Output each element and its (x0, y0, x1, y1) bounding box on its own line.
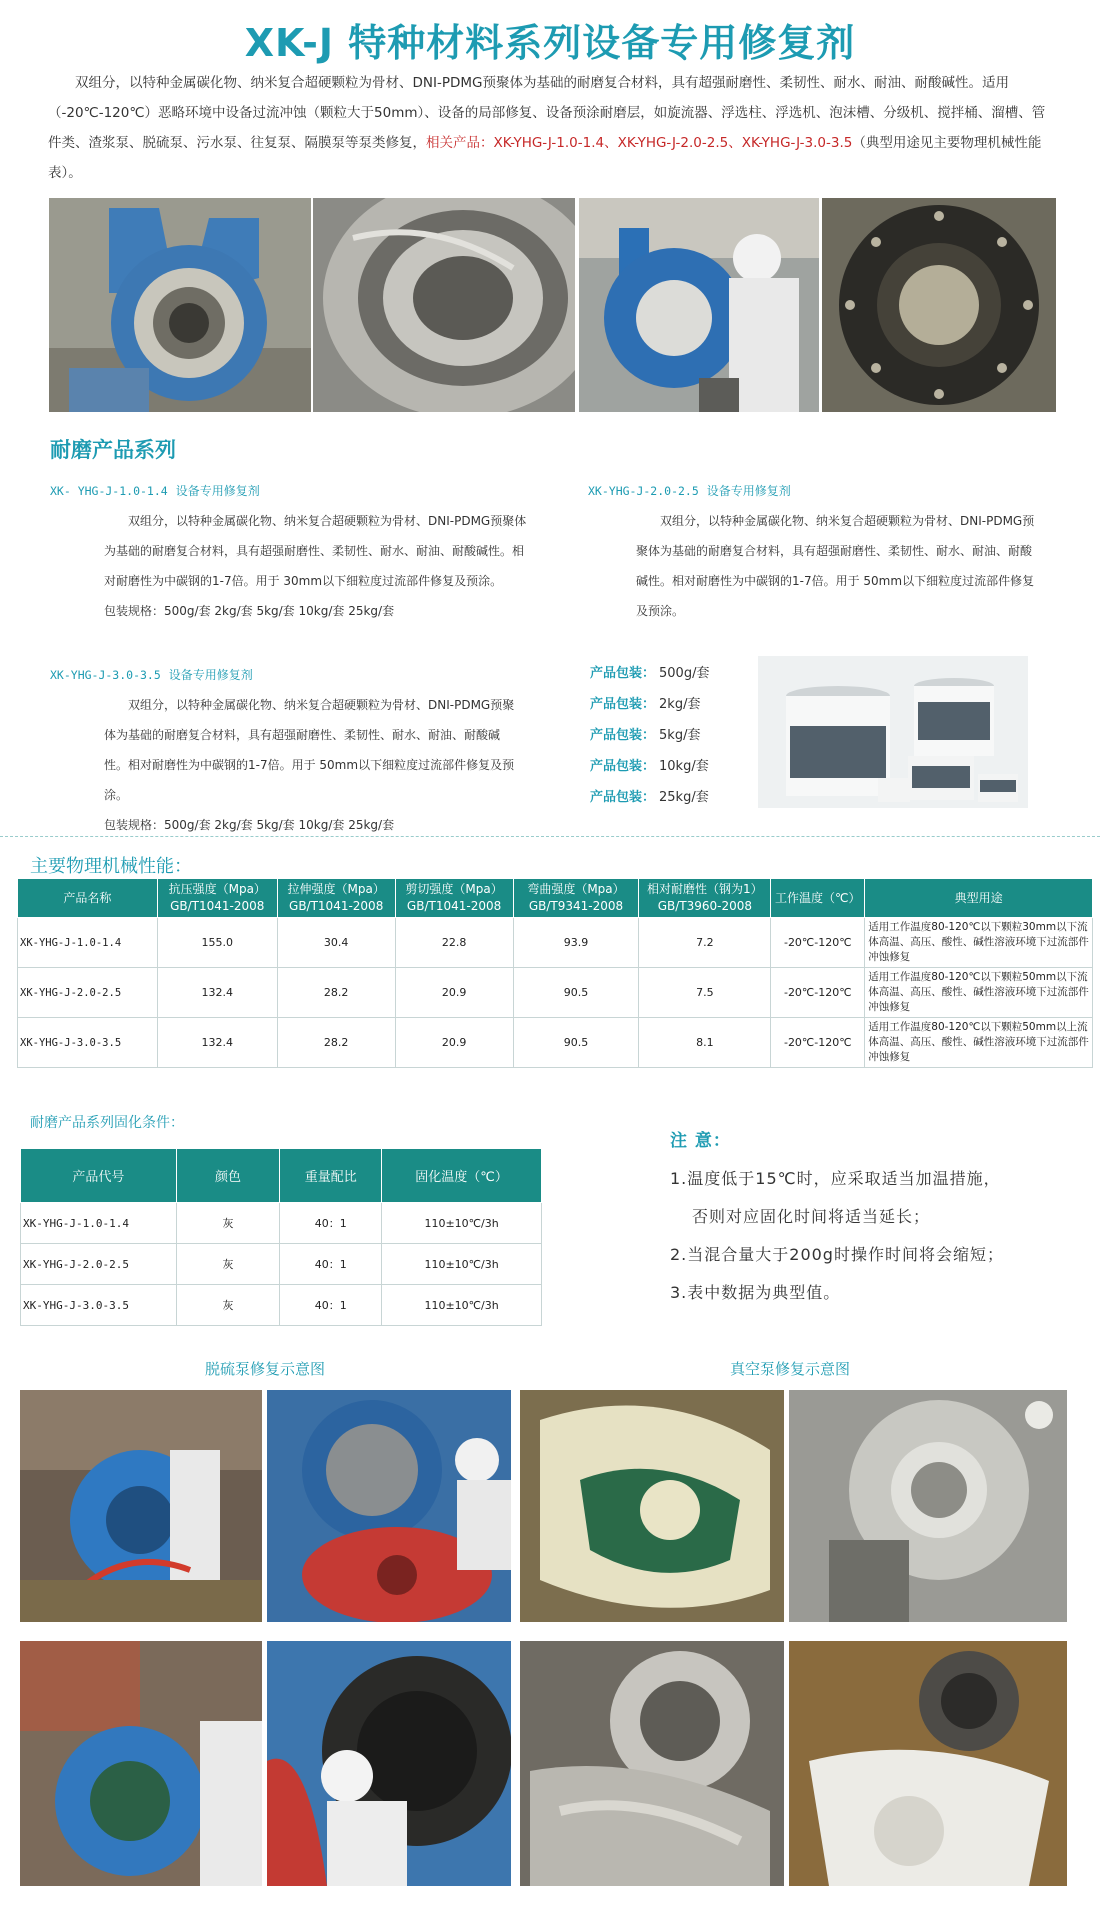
cure-cell: XK-YHG-J-2.0-2.5 (21, 1244, 177, 1285)
mech-cell: 93.9 (513, 918, 639, 968)
mech-cell: 90.5 (513, 1018, 639, 1068)
product-3-code: XK-YHG-J-3.0-3.5 (50, 668, 161, 682)
packaging-label: 产品包装： (590, 728, 656, 743)
cure-cell: 110±10℃/3h (382, 1203, 542, 1244)
notes-title: 注 意： (670, 1131, 731, 1151)
cure-header-cell: 重量配比 (280, 1149, 382, 1203)
mech-cell: 30.4 (277, 918, 395, 968)
intro-related-products: 相关产品：XK-YHG-J-1.0-1.4、XK-YHG-J-2.0-2.5、XK-YHG-J-3.0-3.5 (426, 135, 853, 151)
mech-cell: XK-YHG-J-2.0-2.5 (18, 968, 158, 1018)
packaging-value: 25kg/套 (659, 790, 709, 805)
packaging-row (590, 782, 740, 813)
mech-cell: 90.5 (513, 968, 639, 1018)
note-item: 否则对应固化时间将适当延长； (692, 1207, 931, 1226)
cure-cell: XK-YHG-J-3.0-3.5 (21, 1285, 177, 1326)
photo-casing-inner-grey (313, 198, 575, 412)
cure-header-cell: 颜色 (176, 1149, 280, 1203)
photo-black-coated-ring (822, 198, 1056, 412)
cure-header-cell: 产品代号 (21, 1149, 177, 1203)
mech-cell: 适用工作温度80-120℃以下颗粒50mm以下流体高温、高压、酸性、碱性溶液环境下过流部件冲蚀修复 (865, 968, 1093, 1018)
packaging-value: 500g/套 (659, 666, 710, 681)
cure-cell: 灰 (176, 1244, 280, 1285)
intro-text: 双组分，以特种金属碳化物、纳米复合超硬颗粒为骨材、DNI-PDMG预聚体为基础的耐磨复合材料，具有超强耐磨性、柔韧性、耐水、耐油、耐酸碱性。适用（-20℃-120℃）恶略环境中设备过流冲蚀（颗粒大于50mm）、设备的局部修复、设备预涂耐磨层，如旋流器、浮选柱、浮选机、泡沫槽、分级机、搅拌桶、溜槽、管件类、渣浆泵、脱硫泵、污水泵、往复泵、隔膜泵等泵类修复， (48, 75, 1046, 151)
packaging-label: 产品包装： (590, 666, 656, 681)
note-item: 3.表中数据为典型值。 (670, 1283, 841, 1302)
cure-cell: 40：1 (280, 1244, 382, 1285)
cure-cell: 灰 (176, 1285, 280, 1326)
photo-desulfur-pump-4 (267, 1641, 511, 1886)
mech-header-cell: 工作温度（℃） (771, 879, 865, 918)
mech-header-cell: 弯曲强度（Mpa）GB/T9341-2008 (513, 879, 639, 918)
table-row (18, 918, 1093, 968)
intro-paragraph (48, 68, 1058, 188)
table-row (21, 1244, 542, 1285)
product-1-code: XK- YHG-J-1.0-1.4 (50, 484, 168, 498)
notes-block (670, 1122, 1090, 1312)
photo-product-buckets (758, 656, 1028, 808)
cure-cell: 110±10℃/3h (382, 1244, 542, 1285)
mech-header-row (18, 879, 1093, 918)
product-3 (50, 660, 520, 840)
page-title: XK-J 特种材料系列设备专用修复剂 (244, 21, 856, 65)
mech-header-cell: 抗压强度（Mpa）GB/T1041-2008 (157, 879, 277, 918)
product-3-pack: 包装规格：500g/套 2kg/套 5kg/套 10kg/套 25kg/套 (104, 818, 395, 832)
packaging-row (590, 720, 740, 751)
table-row (21, 1285, 542, 1326)
product-2-label: 设备专用修复剂 (706, 484, 791, 498)
mech-properties-table (17, 878, 1093, 1068)
mech-cell: 132.4 (157, 968, 277, 1018)
mech-cell: 8.1 (639, 1018, 771, 1068)
photo-vacuum-pump-1 (520, 1390, 784, 1622)
photo-desulfur-pump-2 (267, 1390, 511, 1622)
note-item: 1.温度低于15℃时，应采取适当加温措施， (670, 1169, 1001, 1188)
mech-cell: 155.0 (157, 918, 277, 968)
packaging-list (590, 658, 740, 813)
product-1 (50, 476, 530, 626)
photo-vacuum-pump-2 (789, 1390, 1067, 1622)
cure-cell: 40：1 (280, 1285, 382, 1326)
mech-cell: 20.9 (395, 1018, 513, 1068)
packaging-value: 10kg/套 (659, 759, 709, 774)
cure-title: 耐磨产品系列固化条件： (30, 1115, 184, 1131)
mech-header-cell: 产品名称 (18, 879, 158, 918)
packaging-row (590, 751, 740, 782)
product-2-desc: 双组分，以特种金属碳化物、纳米复合超硬颗粒为骨材、DNI-PDMG预聚体为基础的耐磨复合材料，具有超强耐磨性、柔韧性、耐水、耐油、耐酸碱性。相对耐磨性为中碳钢的1-7倍。用于 50mm以下细粒度过流部件修复及预涂。 (636, 514, 1035, 618)
mech-header-cell: 相对耐磨性（钢为1）GB/T3960-2008 (639, 879, 771, 918)
mech-cell: 适用工作温度80-120℃以下颗粒50mm以上流体高温、高压、酸性、碱性溶液环境下过流部件冲蚀修复 (865, 1018, 1093, 1068)
packaging-row (590, 689, 740, 720)
cure-cell: 灰 (176, 1203, 280, 1244)
mech-cell: -20℃-120℃ (771, 918, 865, 968)
mech-cell: -20℃-120℃ (771, 968, 865, 1018)
note-item: 2.当混合量大于200g时操作时间将会缩短； (670, 1245, 1004, 1264)
packaging-row (590, 658, 740, 689)
photo-vacuum-pump-4 (789, 1641, 1067, 1886)
photo-desulfur-pump-1 (20, 1390, 262, 1622)
caption-vacuum-pump: 真空泵修复示意图 (729, 1360, 850, 1378)
mech-cell: -20℃-120℃ (771, 1018, 865, 1068)
cure-cell: 110±10℃/3h (382, 1285, 542, 1326)
photo-desulfur-pump-3 (20, 1641, 262, 1886)
cure-header-row (21, 1149, 542, 1203)
mech-header-cell: 拉伸强度（Mpa）GB/T1041-2008 (277, 879, 395, 918)
table-row (18, 1018, 1093, 1068)
mech-cell: XK-YHG-J-3.0-3.5 (18, 1018, 158, 1068)
photo-vacuum-pump-3 (520, 1641, 784, 1886)
mech-header-cell: 剪切强度（Mpa）GB/T1041-2008 (395, 879, 513, 918)
series-title: 耐磨产品系列 (50, 438, 176, 462)
product-1-pack: 包装规格：500g/套 2kg/套 5kg/套 10kg/套 25kg/套 (104, 604, 395, 618)
mech-cell: 适用工作温度80-120℃以下颗粒30mm以下流体高温、高压、酸性、碱性溶液环境下过流部件冲蚀修复 (865, 918, 1093, 968)
product-3-desc: 双组分，以特种金属碳化物、纳米复合超硬颗粒为骨材、DNI-PDMG预聚体为基础的耐磨复合材料，具有超强耐磨性、柔韧性、耐水、耐油、耐酸碱性。相对耐磨性为中碳钢的1-7倍。用于 50mm以下细粒度过流部件修复及预涂。 (104, 698, 515, 802)
product-3-label: 设备专用修复剂 (168, 668, 253, 682)
product-2 (588, 476, 1038, 626)
packaging-label: 产品包装： (590, 759, 656, 774)
product-1-desc: 双组分，以特种金属碳化物、纳米复合超硬颗粒为骨材、DNI-PDMG预聚体为基础的耐磨复合材料，具有超强耐磨性、柔韧性、耐水、耐油、耐酸碱性。相对耐磨性为中碳钢的1-7倍。用于 30mm以下细粒度过流部件修复及预涂。 (104, 514, 527, 588)
mech-cell: 22.8 (395, 918, 513, 968)
product-2-code: XK-YHG-J-2.0-2.5 (588, 484, 699, 498)
packaging-label: 产品包装： (590, 790, 656, 805)
cure-cell: 40：1 (280, 1203, 382, 1244)
cure-conditions-table (20, 1148, 542, 1326)
cure-header-cell: 固化温度（℃） (382, 1149, 542, 1203)
intro-tail: （典型用途见主要物理机械性能表）。 (48, 135, 1042, 181)
mech-cell: XK-YHG-J-1.0-1.4 (18, 918, 158, 968)
mech-cell: 7.5 (639, 968, 771, 1018)
mech-cell: 28.2 (277, 1018, 395, 1068)
packaging-value: 2kg/套 (659, 697, 701, 712)
table-row (21, 1203, 542, 1244)
section-divider (0, 836, 1100, 837)
mech-header-cell: 典型用途 (865, 879, 1093, 918)
photo-pump-blue-open (49, 198, 311, 412)
photo-worker-blue-pump (579, 198, 819, 412)
mech-cell: 20.9 (395, 968, 513, 1018)
caption-desulfur-pump: 脱硫泵修复示意图 (204, 1360, 325, 1378)
mech-title: 主要物理机械性能： (30, 856, 192, 877)
cure-cell: XK-YHG-J-1.0-1.4 (21, 1203, 177, 1244)
product-1-label: 设备专用修复剂 (175, 484, 260, 498)
table-row (18, 968, 1093, 1018)
mech-cell: 132.4 (157, 1018, 277, 1068)
packaging-value: 5kg/套 (659, 728, 701, 743)
mech-cell: 28.2 (277, 968, 395, 1018)
packaging-label: 产品包装： (590, 697, 656, 712)
mech-cell: 7.2 (639, 918, 771, 968)
